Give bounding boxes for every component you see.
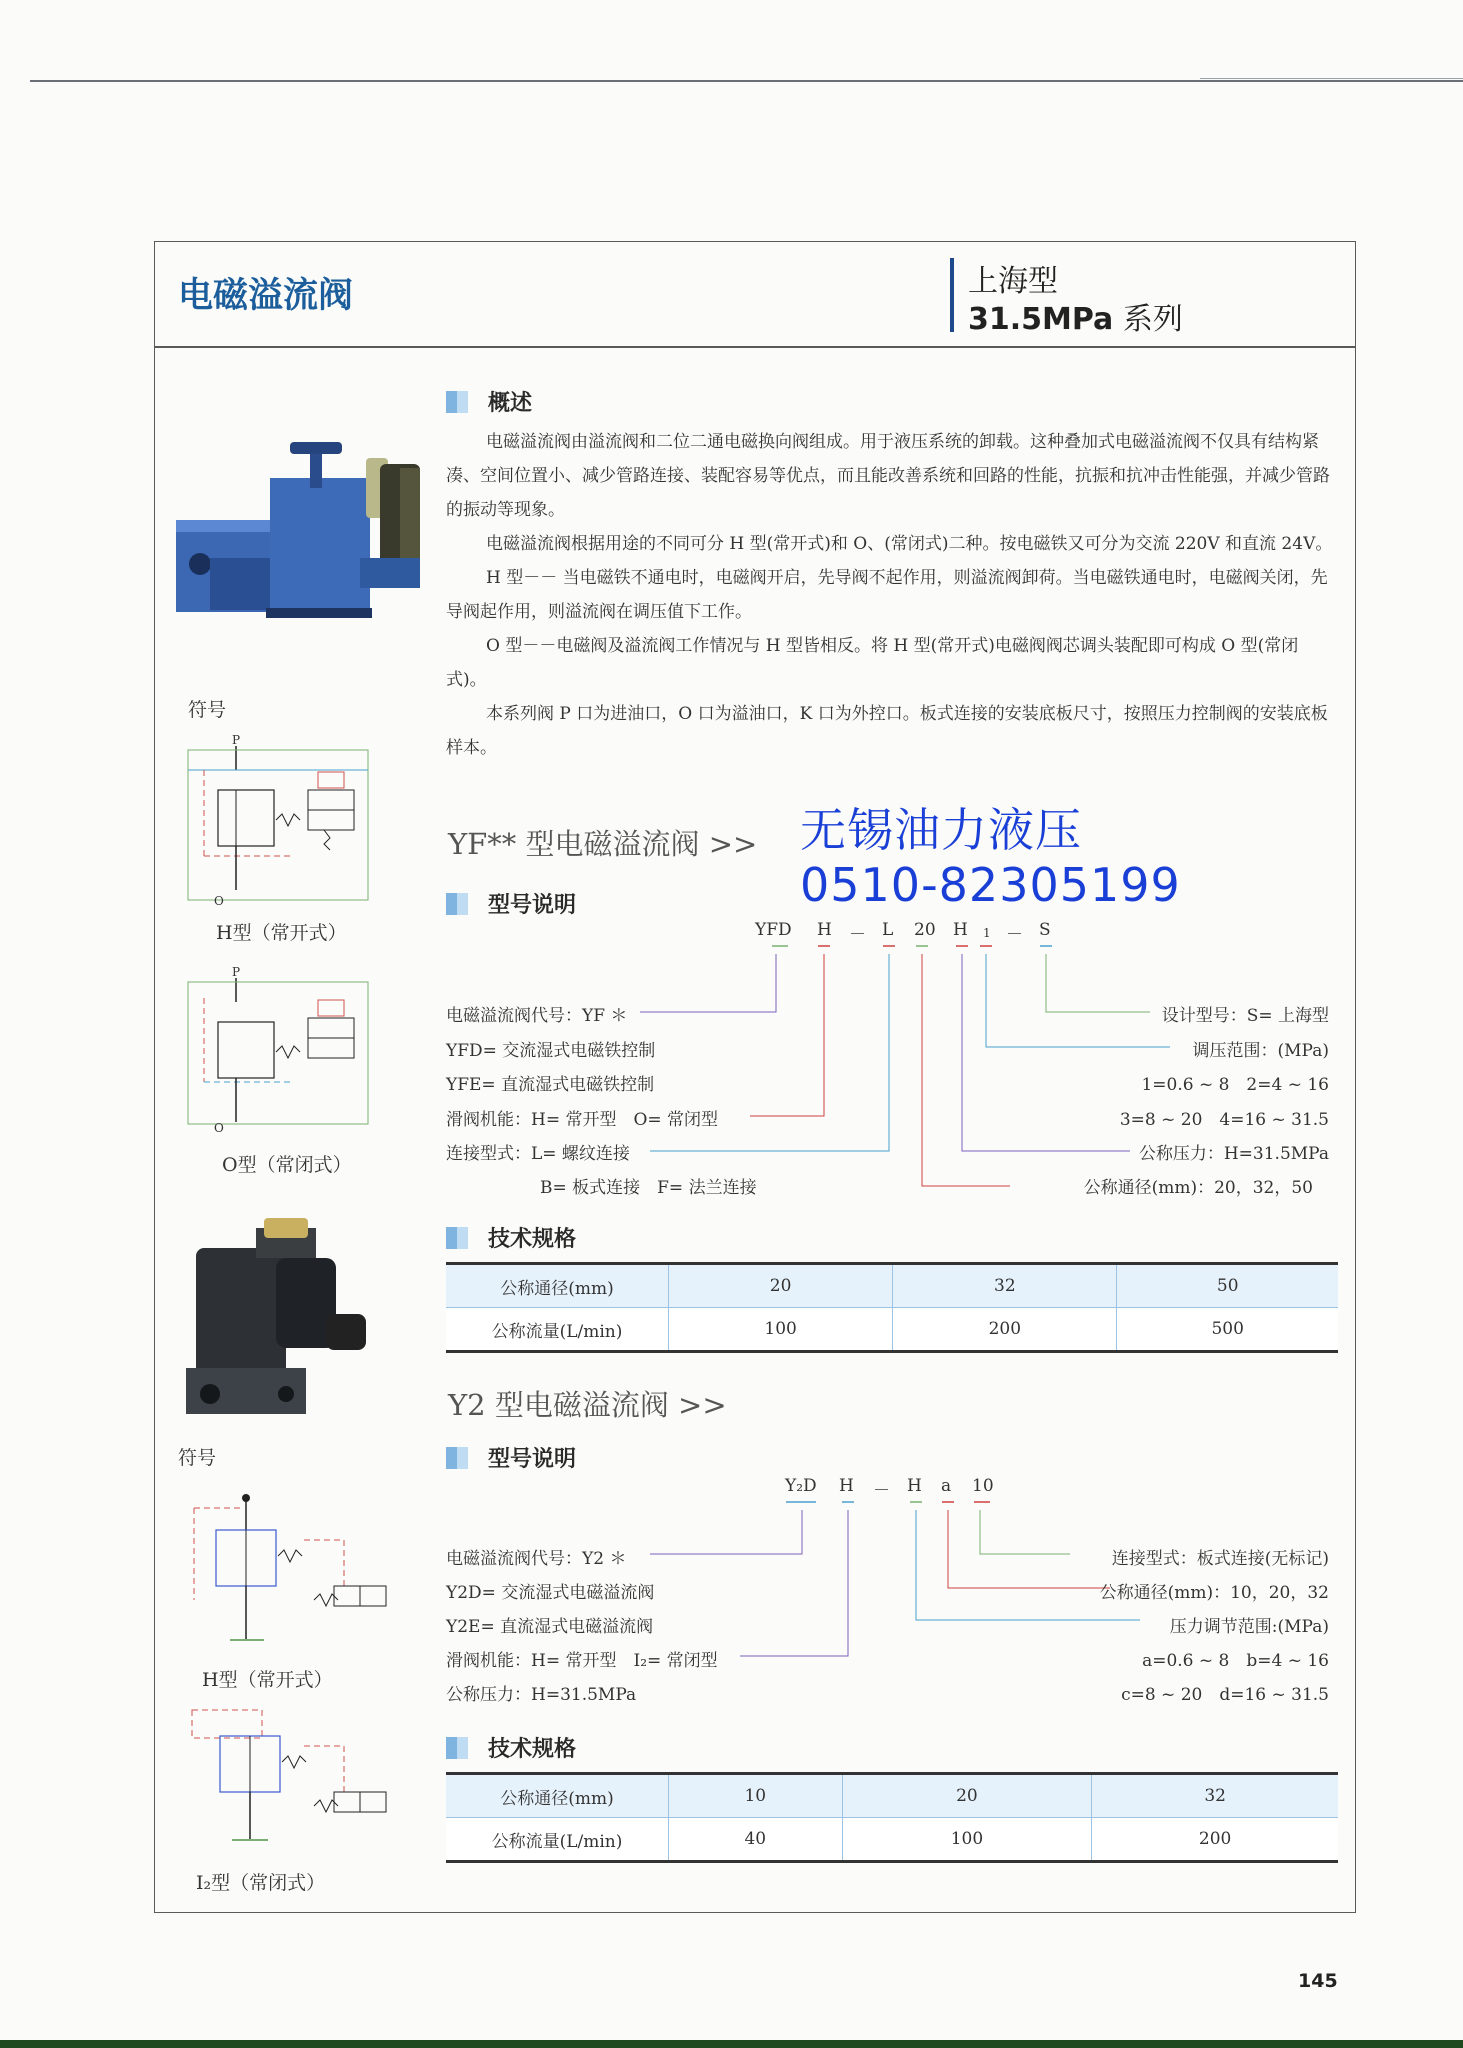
symbol-heading-bottom: 符号 — [178, 1447, 217, 1469]
y2-right-label-3: 压力调节范围:(MPa) — [1169, 1617, 1329, 1637]
table-row: 公称流量(L/min) 100 200 500 — [446, 1308, 1338, 1352]
h-type-symbol-diagram — [184, 730, 374, 910]
y2-model-heading: 型号说明 — [446, 1442, 576, 1473]
yf-code-dash2: － — [1006, 925, 1023, 945]
i2-type-label: I₂型（常闭式） — [196, 1872, 326, 1894]
symbol-heading-top: 符号 — [188, 699, 227, 721]
yf-left-label-4: 滑阀机能：H= 常开型 O= 常闭型 — [446, 1110, 719, 1130]
y2-spec-table — [446, 1772, 1338, 1863]
header-divider — [154, 346, 1356, 348]
y2-code-a: a — [941, 1476, 952, 1496]
y2-left-label-4: 滑阀机能：H= 常开型 I₂= 常闭型 — [446, 1651, 718, 1671]
h-type-label: H型（常开式） — [216, 922, 347, 944]
o-type-symbol-diagram — [184, 962, 374, 1142]
section-marker-icon — [446, 893, 468, 915]
y2-left-label-1: 电磁溢流阀代号：Y2 ＊ — [446, 1549, 627, 1569]
yf-spec-heading: 技术规格 — [446, 1222, 576, 1253]
yf-left-label-1: 电磁溢流阀代号：YF ＊ — [446, 1006, 628, 1026]
series-line-2: 31.5MPa 系列 — [968, 302, 1183, 337]
yf-right-label-5: 公称压力：H=31.5MPa — [1138, 1144, 1329, 1164]
yf-code-s: S — [1039, 920, 1051, 940]
section-marker-icon — [446, 1447, 468, 1469]
yf-left-label-2: YFD= 交流湿式电磁铁控制 — [446, 1041, 656, 1061]
yf-left-label-6: B= 板式连接 F= 法兰连接 — [540, 1178, 757, 1198]
svg-text:O: O — [214, 1121, 224, 1135]
yf-model-heading: 型号说明 — [446, 888, 576, 919]
yf-code-h: H — [817, 920, 832, 940]
o-type-label: O型（常闭式） — [222, 1154, 352, 1176]
y2-code-10: 10 — [972, 1476, 994, 1496]
y2-section-title: Y2 型电磁溢流阀 >> — [448, 1388, 727, 1422]
yf-left-label-5: 连接型式：L= 螺纹连接 — [446, 1144, 630, 1164]
series-accent-bar — [950, 258, 954, 332]
yf-spec-table — [446, 1262, 1338, 1353]
yf-code-sub1: 1 — [983, 926, 991, 940]
scan-bottom-edge — [0, 2040, 1463, 2048]
y2-right-label-5: c=8 ~ 20 d=16 ~ 31.5 — [1121, 1685, 1329, 1705]
yf-code-h2: H — [953, 920, 968, 940]
table-row: 公称通径(mm) 20 32 50 — [446, 1264, 1338, 1308]
yf-code-yfd: YFD — [755, 920, 792, 940]
overview-heading: 概述 — [446, 386, 532, 417]
yf-right-label-6: 公称通径(mm)：20，32，50 — [1083, 1178, 1313, 1198]
valve-photo-blue — [170, 438, 430, 648]
y2-right-label-4: a=0.6 ~ 8 b=4 ~ 16 — [1142, 1651, 1329, 1671]
table-row: 公称流量(L/min) 40 100 200 — [446, 1818, 1338, 1862]
h-type-label-2: H型（常开式） — [202, 1669, 333, 1691]
scan-edge-line — [30, 80, 1463, 82]
y2-code-h: H — [839, 1476, 854, 1496]
y2-left-label-5: 公称压力：H=31.5MPa — [446, 1685, 637, 1705]
scan-edge-line-2 — [1200, 78, 1463, 79]
page-title: 电磁溢流阀 — [178, 276, 354, 316]
h-type-symbol-diagram-2 — [184, 1490, 394, 1660]
section-marker-icon — [446, 1227, 468, 1249]
y2-code-y2d: Y₂D — [785, 1476, 817, 1496]
y2-code-h2: H — [907, 1476, 922, 1496]
yf-right-label-3: 1=0.6 ~ 8 2=4 ~ 16 — [1141, 1075, 1329, 1095]
yf-right-label-2: 调压范围：(MPa) — [1192, 1041, 1329, 1061]
series-line-1: 上海型 — [968, 264, 1058, 299]
section-marker-icon — [446, 391, 468, 413]
company-stamp-phone: 0510-82305199 — [800, 858, 1181, 912]
port-p-label: P — [232, 733, 241, 747]
company-stamp-name: 无锡油力液压 — [800, 803, 1082, 857]
overview-text: 电磁溢流阀由溢流阀和二位二通电磁换向阀组成。用于液压系统的卸载。这种叠加式电磁溢流阀不仅具有结构紧凑、空间位置小、减少管路连接、装配容易等优点，而且能改善系统和回路的性能，抗振和抗冲击性能强，并减少管路的振动等现象。 电磁溢流阀根据用途的不同可分 H 型(常开式)和 O、(常闭式)二种。按电磁铁又可分为交流 220V 和直流 24V。 H 型－－ 当电磁铁不通电时，电磁阀开启，先导阀不起作用，则溢流阀卸荷。当电磁铁通电时，电磁阀关闭，先导阀起作用，则溢流阀在调压值下工作。 O 型－－电磁阀及溢流阀工作情况与 H 型皆相反。将 H 型(常开式)电磁阀阀芯调头装配即可构成 O 型(常闭式)。 本系列阀 P 口为进油口，O 口为溢油口，K 口为外控口。板式连接的安装底板尺寸，按照压力控制阀的安装底板样本。 — [446, 432, 1333, 758]
i2-type-symbol-diagram — [184, 1706, 394, 1856]
y2-right-label-1: 连接型式：板式连接(无标记) — [1111, 1549, 1329, 1569]
yf-code-l: L — [882, 920, 894, 940]
yf-code-leader-lines — [630, 944, 1180, 1192]
yf-code-20: 20 — [914, 920, 936, 940]
svg-text:P: P — [232, 965, 241, 979]
yf-code-dash1: － — [849, 925, 866, 945]
y2-left-label-3: Y2E= 直流湿式电磁溢流阀 — [446, 1617, 654, 1637]
page-number: 145 — [1298, 1970, 1338, 1992]
port-o-label: O — [214, 894, 224, 908]
section-marker-icon — [446, 1737, 468, 1759]
yf-right-label-1: 设计型号：S= 上海型 — [1161, 1006, 1329, 1026]
y2-code-dash: － — [873, 1481, 890, 1501]
yf-left-label-3: YFE= 直流湿式电磁铁控制 — [446, 1075, 655, 1095]
y2-right-label-2: 公称通径(mm)：10，20，32 — [1099, 1583, 1329, 1603]
y2-spec-heading: 技术规格 — [446, 1732, 576, 1763]
valve-photo-dark — [186, 1218, 370, 1418]
yf-right-label-4: 3=8 ~ 20 4=16 ~ 31.5 — [1119, 1110, 1329, 1130]
y2-left-label-2: Y2D= 交流湿式电磁溢流阀 — [446, 1583, 655, 1603]
yf-section-title: YF** 型电磁溢流阀 >> — [448, 827, 758, 861]
table-row: 公称通径(mm) 10 20 32 — [446, 1774, 1338, 1818]
